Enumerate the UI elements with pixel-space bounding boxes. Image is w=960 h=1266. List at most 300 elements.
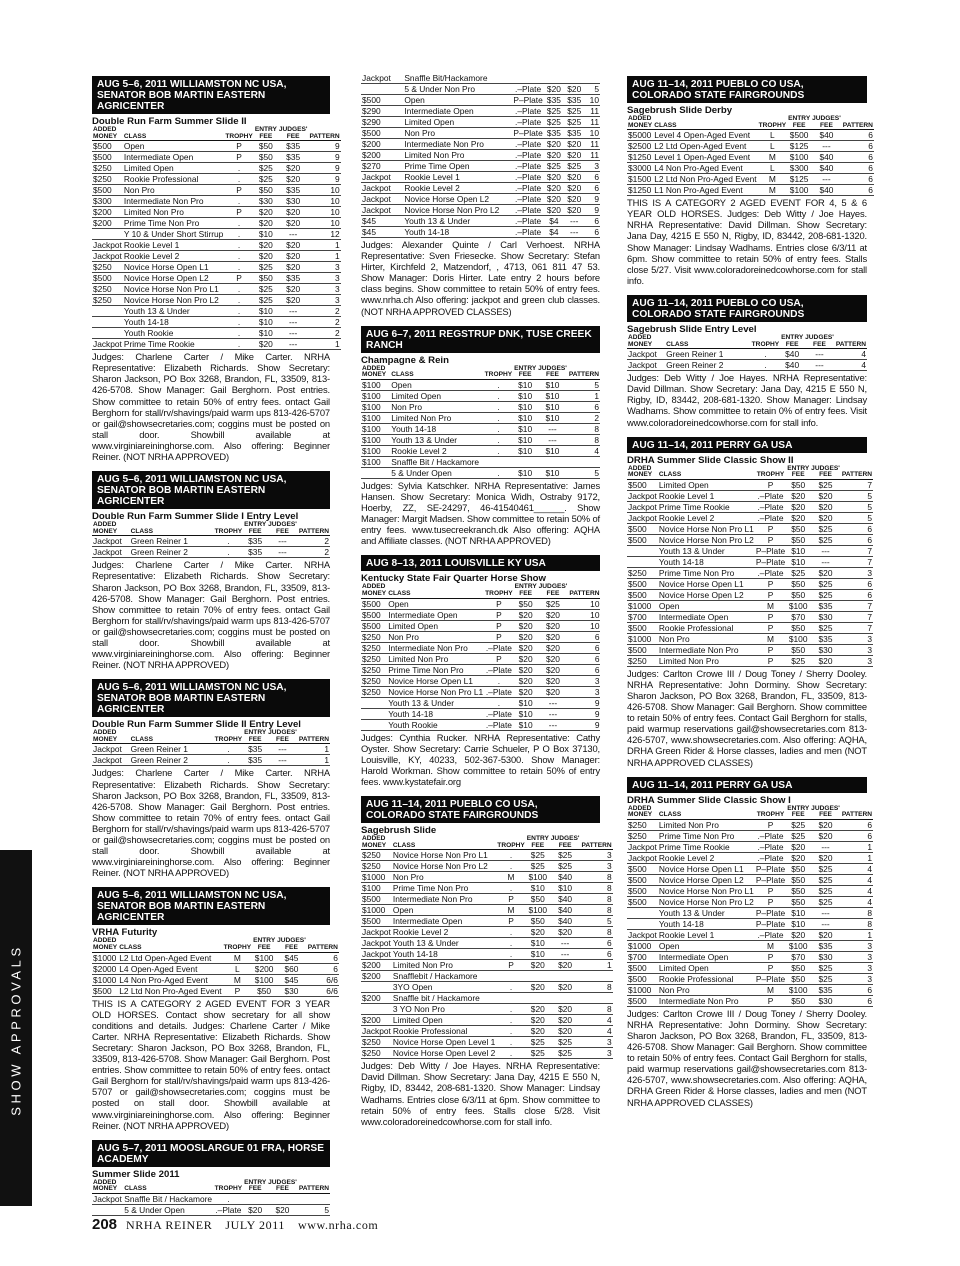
cell-pattern: 3 bbox=[867, 567, 873, 578]
cell-trophy: . bbox=[237, 295, 241, 306]
cell-judges-fee: $30 bbox=[818, 951, 833, 962]
cell-judges-fee: $20 bbox=[275, 1204, 290, 1215]
cell-judges-fee: --- bbox=[822, 174, 831, 185]
table-row bbox=[627, 852, 873, 863]
cell-judges-fee: $25 bbox=[567, 106, 582, 116]
cell-judges-fee: $40 bbox=[558, 905, 573, 916]
cell-class-name: L4 Open-Aged Event bbox=[119, 963, 198, 974]
column-header-trophy: TROPHY bbox=[214, 1185, 243, 1193]
cell-added-money: $250 bbox=[628, 655, 647, 666]
cell-judges-fee: $25 bbox=[818, 896, 833, 907]
cell-added-money: Jackpot bbox=[628, 512, 657, 523]
cell-class-name: Limited Open bbox=[391, 390, 442, 401]
cell-entry-fee: $10 bbox=[530, 949, 545, 960]
cell-trophy bbox=[496, 993, 525, 1004]
cell-judges-fee: $25 bbox=[558, 850, 573, 861]
cell-entry-fee: $50 bbox=[530, 894, 545, 905]
cell-trophy: P bbox=[496, 598, 502, 609]
cell-trophy: M bbox=[507, 905, 515, 916]
cell-pattern: 3 bbox=[335, 262, 340, 273]
table-row bbox=[627, 819, 873, 830]
cell-class-name: Novice Horse Non Pro L2 bbox=[658, 534, 754, 545]
cell-added-money: Jackpot bbox=[362, 949, 391, 960]
cell-added-money: Jackpot bbox=[362, 205, 391, 215]
cell-trophy: . bbox=[497, 401, 500, 412]
cell-trophy: .–Plate bbox=[757, 490, 784, 501]
cell-class-name: Green Reiner 2 bbox=[130, 547, 188, 558]
cell-judges-fee: $10 bbox=[545, 445, 560, 456]
table-row bbox=[361, 1026, 613, 1037]
cell-class-name: Prime Time Non Pro bbox=[658, 830, 735, 841]
cell-trophy: .–Plate bbox=[485, 686, 512, 697]
cell-class-name: Snaffle Bit/Hackamore bbox=[404, 73, 488, 83]
cell-class-name: Level 1 Open-Aged Event bbox=[654, 152, 751, 163]
table-row bbox=[361, 95, 600, 106]
cell-judges-fee: $35 bbox=[818, 984, 833, 995]
cell-added-money bbox=[92, 229, 123, 240]
cell-trophy: . bbox=[497, 675, 501, 686]
cell-trophy: .–Plate bbox=[515, 106, 542, 116]
class-table bbox=[92, 127, 341, 350]
cell-added-money: $500 bbox=[93, 152, 112, 163]
column-header-added-money: ADDED MONEY bbox=[628, 115, 653, 129]
cell-trophy: . bbox=[237, 317, 241, 328]
cell-entry-fee: $50 bbox=[258, 273, 273, 284]
cell-class-name: Prime Time Non Pro bbox=[658, 567, 735, 578]
cell-judges-fee: $25 bbox=[545, 598, 560, 609]
show-name: Champagne & Rein bbox=[361, 354, 449, 366]
class-table bbox=[627, 335, 867, 371]
cell-pattern: 4 bbox=[861, 349, 866, 360]
cell-trophy: P bbox=[496, 620, 502, 631]
event-notes: Judges: Alexander Quinte / Carl Verhoest. NRHA Representative: Sven Friesecke. Show Secretary: Stefan Hirter, Kirchfeld 2, Matzendorf, , 4713, 061 811 47 53. Show Manager: Doris Hirter. Late entry 2 hours before class begins. Show committee to retain 50% of entry fees. www.nrha.ch Also offering: jackpot and green club classes. (NOT NRHA APPROVED CLASSES) bbox=[361, 239, 600, 317]
cell-class-name: L1 Non Pro-Aged Event bbox=[654, 185, 743, 196]
show-event bbox=[92, 679, 330, 878]
cell-trophy: .–Plate bbox=[515, 172, 542, 182]
cell-trophy: P bbox=[767, 644, 774, 655]
cell-pattern: 7 bbox=[867, 556, 873, 567]
column-header-class: CLASS bbox=[658, 471, 682, 479]
cell-class-name: Prime Time Rookie bbox=[658, 841, 730, 852]
cell-trophy: . bbox=[237, 251, 241, 262]
cell-class-name: Snaffle Bit / Hackamore bbox=[391, 456, 480, 467]
cell-added-money: Jackpot bbox=[628, 852, 657, 863]
show-name: Sagebrush Slide bbox=[361, 825, 437, 837]
table-row bbox=[92, 251, 341, 262]
cell-trophy: . bbox=[509, 982, 513, 993]
cell-entry-fee: $100 bbox=[789, 152, 809, 163]
cell-pattern: 10 bbox=[330, 218, 340, 229]
cell-added-money: $200 bbox=[362, 993, 381, 1004]
cell-judges-fee: $20 bbox=[558, 982, 573, 993]
event-header: AUG 5–6, 2011 WILLIAMSTON NC USA, SENATOR BOB MARTIN EASTERN AGRICENTER bbox=[92, 471, 330, 509]
cell-entry-fee: $20 bbox=[546, 150, 561, 160]
cell-judges-fee: $20 bbox=[818, 852, 833, 863]
cell-class-name: 5 & Under Open bbox=[124, 1204, 185, 1215]
column-header-pattern: PATTERN bbox=[298, 735, 329, 743]
show-name: Kentucky State Fair Quarter Horse Show bbox=[361, 573, 546, 585]
cell-pattern: 6 bbox=[594, 401, 599, 412]
cell-entry-fee: $20 bbox=[791, 852, 806, 863]
cell-pattern: 9 bbox=[594, 719, 600, 730]
cell-trophy: .–Plate bbox=[515, 205, 542, 215]
cell-trophy: P bbox=[767, 578, 774, 589]
cell-pattern: 7 bbox=[867, 611, 873, 622]
table-row bbox=[361, 467, 600, 478]
event-notes: THIS IS A CATEGORY 2 AGED EVENT FOR 4, 5 & 6 YEAR OLD HORSES. Judges: Deb Witty / Joe Hayes. NRHA Representative: David Dillman. Show Secretary: Jana Day, 4215 E 550 N, Rigby, ID, 83442, 208-681-1320. Show Manager: Lindsay Wadhams. Entries close 6/3/11 at 6pm. Show committee to retain 50% of entry fees. Stalls close 5/27. Visit www.coloradoreinedcowhorse.com for stall info. bbox=[627, 197, 867, 286]
cell-class-name: Novice Horse Non Pro L1 bbox=[658, 523, 754, 534]
table-row bbox=[361, 1037, 613, 1048]
column-header-entry-fee: ENTRY FEE bbox=[244, 1178, 267, 1193]
cell-entry-fee: $20 bbox=[546, 139, 561, 149]
cell-pattern: 3 bbox=[606, 850, 612, 861]
cell-added-money: $250 bbox=[628, 819, 647, 830]
cell-judges-fee: $35 bbox=[818, 633, 833, 644]
cell-entry-fee: $20 bbox=[530, 1004, 545, 1015]
event-notes: Judges: Sylvia Katschker. NRHA Representative: James Hansen. Show Secretary: Monica Widh, Ostraby 9172, Hoerby, ZZ, SE-24297, 46-41540461______. Show Manager: Margit Madsen. Show committee to retain 50% of entry fees. www.tusecreekranch.dk Also offering: AQHA and Affiliate classes. (NOT NRHA APPROVED) bbox=[361, 479, 600, 547]
cell-pattern: 10 bbox=[590, 620, 600, 631]
cell-pattern: 6 bbox=[867, 578, 873, 589]
cell-class-name: Intermediate Open bbox=[404, 106, 474, 116]
cell-entry-fee: $50 bbox=[791, 973, 806, 984]
cell-entry-fee: $20 bbox=[518, 620, 533, 631]
cell-class-name: 5 & Under Non Pro bbox=[404, 84, 476, 94]
cell-class-name: Intermediate Non Pro bbox=[392, 894, 473, 905]
column-header-entry-fee: ENTRY FEE bbox=[244, 521, 267, 535]
cell-trophy: P–Plate bbox=[513, 95, 543, 105]
cell-entry-fee: $100 bbox=[254, 952, 274, 963]
cell-class-name: Prime Time Non Pro bbox=[392, 883, 469, 894]
column-header-entry-fee: ENTRY FEE bbox=[514, 364, 537, 379]
cell-added-money: $700 bbox=[628, 611, 647, 622]
cell-pattern: 3 bbox=[867, 951, 873, 962]
cell-entry-fee: $10 bbox=[518, 412, 533, 423]
column-header-pattern: PATTERN bbox=[298, 527, 329, 535]
cell-pattern: 3 bbox=[594, 686, 600, 697]
cell-entry-fee: $20 bbox=[530, 927, 545, 938]
cell-judges-fee: --- bbox=[821, 918, 830, 929]
cell-trophy: . bbox=[227, 1193, 230, 1204]
column-header-class: CLASS bbox=[391, 371, 414, 379]
cell-trophy: P bbox=[496, 631, 502, 642]
cell-pattern: 9 bbox=[594, 194, 599, 204]
cell-trophy: .–Plate bbox=[515, 84, 542, 94]
event-header: AUG 11–14, 2011 PUEBLO CO USA, COLORADO STATE FAIRGROUNDS bbox=[627, 295, 867, 322]
table-row bbox=[92, 306, 341, 317]
cell-pattern: 1 bbox=[335, 339, 340, 350]
cell-trophy: P bbox=[496, 609, 502, 620]
cell-trophy: P–Plate bbox=[755, 863, 786, 874]
cell-added-money: Jackpot bbox=[362, 194, 391, 204]
cell-class-name: Non Pro bbox=[388, 631, 419, 642]
table-row bbox=[92, 536, 330, 547]
cell-pattern: 9 bbox=[594, 697, 600, 708]
cell-trophy: . bbox=[237, 284, 241, 295]
cell-class-name: Open bbox=[388, 598, 409, 609]
cell-pattern: 1 bbox=[606, 960, 612, 971]
cell-trophy: . bbox=[497, 379, 500, 390]
cell-class-name: Rookie Level 1 bbox=[404, 172, 460, 182]
cell-pattern: 9 bbox=[335, 163, 340, 174]
cell-judges-fee: $35 bbox=[286, 152, 301, 163]
cell-added-money: $1000 bbox=[628, 940, 652, 951]
table-row bbox=[627, 567, 873, 578]
cell-trophy: .–Plate bbox=[757, 841, 784, 852]
column-header-pattern: PATTERN bbox=[842, 121, 873, 129]
cell-judges-fee: --- bbox=[560, 938, 570, 949]
show-event bbox=[92, 76, 340, 463]
cell-judges-fee: $20 bbox=[567, 194, 582, 204]
table-row bbox=[92, 952, 339, 963]
cell-judges-fee: $35 bbox=[567, 128, 582, 138]
cell-entry-fee: $20 bbox=[258, 240, 273, 251]
cell-trophy: .–Plate bbox=[757, 830, 784, 841]
cell-class-name: L4 Non Pro-Aged Event bbox=[119, 974, 208, 985]
show-event bbox=[92, 1140, 330, 1216]
cell-judges-fee: $30 bbox=[818, 644, 833, 655]
cell-entry-fee: $50 bbox=[791, 863, 806, 874]
cell-added-money: $2000 bbox=[93, 963, 117, 974]
cell-pattern: 6 bbox=[868, 174, 873, 185]
cell-entry-fee: $20 bbox=[258, 218, 273, 229]
cell-class-name: Rookie Professional bbox=[658, 973, 734, 984]
cell-class-name: Intermediate Non Pro bbox=[658, 995, 739, 1006]
cell-pattern: 6 bbox=[868, 152, 873, 163]
cell-entry-fee: $25 bbox=[530, 1037, 545, 1048]
cell-judges-fee: $20 bbox=[818, 490, 833, 501]
cell-class-name: Prime Time Non Pro bbox=[123, 218, 200, 229]
cell-judges-fee: $20 bbox=[545, 664, 560, 675]
show-event bbox=[361, 326, 600, 547]
cell-pattern: 11 bbox=[590, 150, 599, 160]
table-row bbox=[92, 185, 341, 196]
table-row bbox=[361, 850, 613, 861]
cell-pattern: 6 bbox=[867, 819, 873, 830]
table-row bbox=[627, 479, 873, 490]
column-header-added-money: ADDED MONEY bbox=[93, 521, 118, 535]
show-event bbox=[627, 295, 867, 428]
cell-pattern: 3 bbox=[867, 644, 873, 655]
column-header-judges-fee: JUDGES' FEE bbox=[268, 521, 297, 535]
column-header-pattern: PATTERN bbox=[841, 811, 873, 819]
table-row bbox=[361, 905, 613, 916]
table-row bbox=[361, 982, 613, 993]
cell-judges-fee: $20 bbox=[545, 609, 560, 620]
cell-class-name: 3 YO Non Pro bbox=[392, 1004, 445, 1015]
event-header: AUG 11–14, 2011 PUEBLO CO USA, COLORADO STATE FAIRGROUNDS bbox=[361, 796, 600, 823]
column-header-class: CLASS bbox=[392, 841, 416, 849]
cell-entry-fee: $30 bbox=[258, 196, 273, 207]
cell-pattern: 8 bbox=[594, 423, 599, 434]
event-notes: Judges: Deb Witty / Joe Hayes. NRHA Representative: David Dillman. Show Secretary: Jana Day, 4215 E 550 N, Rigby, ID, 83442, 208-681-1320. Show Manager: Lindsay Wadhams. Show committee to retain 0% of entry fees. Visit www.coloradoreinedcowhorse.com for stall info. bbox=[627, 372, 867, 428]
cell-judges-fee: $20 bbox=[545, 686, 560, 697]
cell-pattern: 3 bbox=[594, 161, 599, 171]
cell-added-money bbox=[361, 1004, 392, 1015]
cell-pattern: 3 bbox=[606, 1037, 612, 1048]
cell-judges-fee: --- bbox=[548, 434, 557, 445]
table-row bbox=[92, 317, 341, 328]
cell-pattern: 3 bbox=[867, 940, 873, 951]
cell-class-name: 5 & Under Open bbox=[391, 467, 452, 478]
cell-trophy: .–Plate bbox=[515, 139, 542, 149]
cell-added-money: $500 bbox=[362, 894, 381, 905]
table-row bbox=[627, 841, 873, 852]
cell-entry-fee: $25 bbox=[258, 174, 273, 185]
cell-pattern: 3 bbox=[606, 1048, 612, 1059]
show-event bbox=[361, 73, 600, 317]
cell-pattern: 6 bbox=[606, 938, 612, 949]
cell-judges-fee: $10 bbox=[545, 379, 560, 390]
cell-judges-fee: $20 bbox=[818, 512, 833, 523]
cell-pattern: 1 bbox=[324, 755, 329, 766]
cell-judges-fee: $40 bbox=[819, 185, 834, 196]
cell-judges-fee: $10 bbox=[545, 401, 560, 412]
cell-judges-fee: $40 bbox=[558, 894, 573, 905]
cell-judges-fee: --- bbox=[548, 697, 558, 708]
cell-pattern: 3 bbox=[335, 295, 340, 306]
cell-added-money bbox=[627, 907, 658, 918]
cell-added-money bbox=[361, 467, 390, 478]
cell-added-money: $500 bbox=[362, 609, 381, 620]
class-table bbox=[361, 584, 600, 730]
cell-trophy: . bbox=[237, 306, 241, 317]
cell-pattern: 6 bbox=[868, 185, 873, 196]
cell-trophy: . bbox=[509, 1037, 513, 1048]
cell-class-name: Rookie Professional bbox=[123, 174, 199, 185]
cell-trophy: P bbox=[767, 896, 774, 907]
cell-trophy: P–Plate bbox=[755, 907, 786, 918]
cell-entry-fee: $50 bbox=[791, 589, 806, 600]
cell-judges-fee: $30 bbox=[284, 985, 299, 996]
column-header-trophy: TROPHY bbox=[758, 121, 787, 129]
cell-entry-fee: $10 bbox=[518, 434, 533, 445]
cell-judges-fee: --- bbox=[278, 755, 287, 766]
cell-added-money: $500 bbox=[628, 479, 647, 490]
cell-entry-fee: $10 bbox=[258, 306, 273, 317]
cell-trophy: P bbox=[767, 523, 774, 534]
cell-trophy: P bbox=[767, 995, 774, 1006]
table-row bbox=[627, 655, 873, 666]
cell-trophy: .–Plate bbox=[515, 117, 542, 127]
cell-entry-fee: $50 bbox=[791, 896, 806, 907]
cell-trophy: .–Plate bbox=[515, 216, 542, 226]
cell-entry-fee: $25 bbox=[791, 830, 806, 841]
cell-entry-fee: $50 bbox=[530, 916, 545, 927]
cell-trophy: . bbox=[509, 1015, 513, 1026]
cell-class-name: Limited Open bbox=[658, 479, 709, 490]
cell-trophy: . bbox=[497, 434, 500, 445]
cell-added-money: $500 bbox=[362, 916, 381, 927]
cell-class-name: Novice Horse Open L1 bbox=[388, 675, 473, 686]
column-header-trophy: TROPHY bbox=[484, 371, 513, 379]
cell-class-name: L2 Ltd Open-Aged Event bbox=[119, 952, 212, 963]
cell-judges-fee: --- bbox=[815, 360, 824, 371]
column-1 bbox=[92, 76, 340, 1225]
cell-added-money: Jackpot bbox=[93, 1193, 122, 1204]
cell-pattern: 7 bbox=[867, 545, 873, 556]
cell-class-name: Limited Non Pro bbox=[392, 960, 453, 971]
cell-trophy: P bbox=[767, 951, 774, 962]
column-header-entry-fee: ENTRY FEE bbox=[787, 464, 810, 479]
cell-judges-fee bbox=[537, 456, 568, 467]
cell-pattern: 6/6 bbox=[326, 974, 338, 985]
column-3 bbox=[627, 76, 873, 1117]
table-row bbox=[361, 861, 613, 872]
cell-entry-fee: $25 bbox=[791, 567, 806, 578]
cell-pattern: 6 bbox=[867, 984, 873, 995]
column-header-class: CLASS bbox=[124, 1185, 147, 1193]
cell-entry-fee bbox=[544, 73, 564, 84]
cell-pattern: 9 bbox=[335, 152, 340, 163]
column-header-entry-fee: ENTRY FEE bbox=[254, 126, 277, 140]
cell-judges-fee: $20 bbox=[286, 284, 301, 295]
cell-class-name: Open bbox=[658, 940, 680, 951]
table-row bbox=[92, 1193, 330, 1204]
cell-entry-fee: $20 bbox=[791, 929, 806, 940]
cell-trophy: P bbox=[767, 819, 774, 830]
cell-judges-fee: --- bbox=[548, 423, 557, 434]
cell-class-name: Intermediate Non Pro bbox=[123, 196, 204, 207]
cell-trophy: M bbox=[767, 633, 774, 644]
cell-trophy: . bbox=[509, 949, 513, 960]
cell-trophy: M bbox=[767, 940, 774, 951]
cell-added-money: Jackpot bbox=[628, 841, 657, 852]
column-header-trophy: TROPHY bbox=[214, 527, 243, 535]
cell-judges-fee: $60 bbox=[284, 963, 299, 974]
cell-pattern: 10 bbox=[589, 95, 599, 105]
table-row bbox=[361, 598, 600, 609]
cell-entry-fee: $200 bbox=[254, 963, 274, 974]
cell-class-name: L4 Non Pro-Aged Event bbox=[654, 163, 743, 174]
table-row bbox=[627, 163, 874, 174]
cell-trophy: P bbox=[508, 960, 514, 971]
cell-judges-fee: $30 bbox=[286, 196, 301, 207]
table-row bbox=[627, 600, 873, 611]
cell-class-name: Limited Non Pro bbox=[391, 412, 452, 423]
event-header: AUG 5–6, 2011 WILLIAMSTON NC USA, SENATOR BOB MARTIN EASTERN AGRICENTER bbox=[92, 679, 330, 717]
column-header-trophy: TROPHY bbox=[756, 471, 785, 479]
table-row bbox=[627, 962, 873, 973]
cell-entry-fee: $20 bbox=[546, 205, 561, 215]
cell-class-name: Rookie Level 1 bbox=[658, 929, 715, 940]
cell-added-money: $250 bbox=[93, 284, 112, 295]
table-row bbox=[361, 216, 600, 227]
cell-entry-fee: $10 bbox=[518, 401, 533, 412]
cell-pattern: 6/6 bbox=[326, 985, 338, 996]
cell-judges-fee: $10 bbox=[545, 390, 560, 401]
cell-entry-fee: $20 bbox=[546, 183, 561, 193]
table-row bbox=[361, 139, 600, 150]
column-header-trophy: TROPHY bbox=[751, 340, 780, 348]
table-row bbox=[627, 622, 873, 633]
cell-added-money: $250 bbox=[362, 850, 381, 861]
table-row bbox=[361, 949, 613, 960]
column-header-added-money: ADDED MONEY bbox=[628, 464, 653, 479]
cell-entry-fee: $50 bbox=[518, 598, 533, 609]
event-notes: Judges: Carlton Crowe III / Doug Toney / Sherry Dooley. NRHA Representative: John Dorminy. Show Secretary: Sharon Jackson, PO Box 3268, Brandon, FL, 33509, 813-426-5708. Show Manager: Gail Berghorn. Show committee to retain 50% of entry fees. Contact Gail Berghorn for stalls, paid warmup reservations gail@showsecretaries.com 813-426-5707, www.showsecretaries.com. Also offering: AQHA, DRHA Green Rider & Horse classes, ladies and men (NOT NRHA APPROVED CLASSES) bbox=[627, 1007, 867, 1108]
cell-added-money: $200 bbox=[93, 218, 112, 229]
cell-judges-fee: $25 bbox=[818, 589, 833, 600]
cell-added-money: $1000 bbox=[93, 952, 117, 963]
table-row bbox=[627, 918, 873, 929]
cell-trophy: .–Plate bbox=[757, 929, 784, 940]
table-row bbox=[361, 609, 600, 620]
cell-added-money: $500 bbox=[628, 896, 647, 907]
cell-pattern: 4 bbox=[867, 863, 873, 874]
table-row bbox=[627, 995, 873, 1006]
cell-trophy: P bbox=[236, 141, 242, 152]
cell-pattern: 11 bbox=[590, 139, 599, 149]
